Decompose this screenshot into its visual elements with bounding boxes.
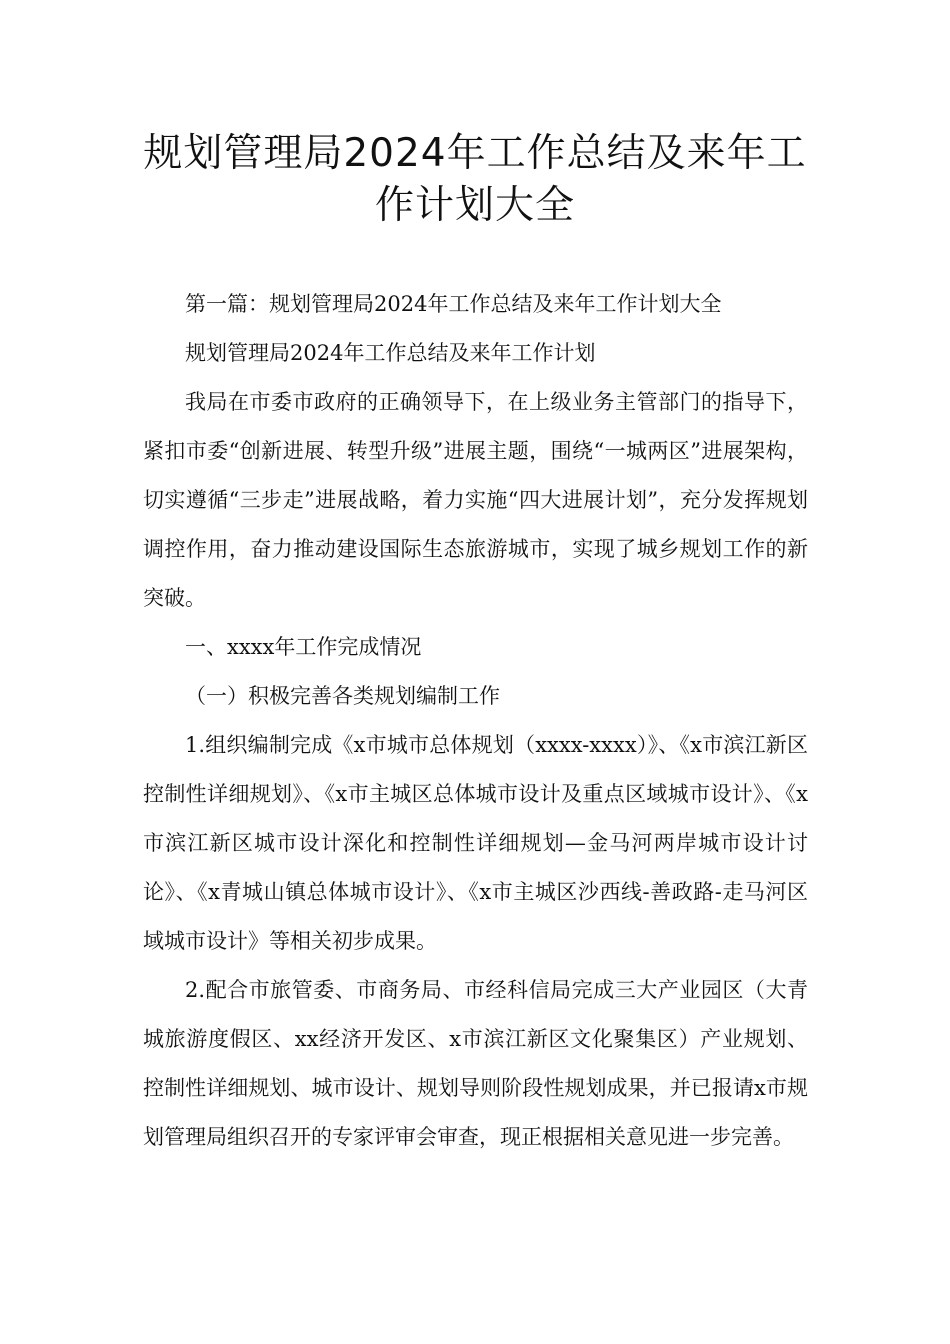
intro-paragraph: 我局在市委市政府的正确领导下，在上级业务主管部门的指导下，紧扣市委“创新进展、转型升级”进展主题，围绕“一城两区”进展架构，切实遵循“三步走”进展战略，着力实施“四大进展计划”，充分发挥规划调控作用，奋力推动建设国际生态旅游城市，实现了城乡规划工作的新突破。 [143,390,808,610]
part-heading: 第一篇：规划管理局2024年工作总结及来年工作计划大全 [185,292,722,316]
document-body [143,280,808,1162]
item-paragraph-2: 2.配合市旅管委、市商务局、市经科信局完成三大产业园区（大青城旅游度假区、xx经济开发区、x市滨江新区文化聚集区）产业规划、控制性详细规划、城市设计、规划导则阶段性规划成果，并已报请x市规划管理局组织召开的专家评审会审查，现正根据相关意见进一步完善。 [143,978,808,1149]
subsection-heading: （一）积极完善各类规划编制工作 [185,684,500,708]
section-heading: 一、xxxx年工作完成情况 [185,635,422,659]
subtitle: 规划管理局2024年工作总结及来年工作计划 [185,341,596,365]
title-line-2: 作计划大全 [374,183,575,228]
title-line-1: 规划管理局2024年工作总结及来年工 [143,131,807,176]
document-title [100,128,850,232]
item-paragraph-1: 1.组织编制完成《x市城市总体规划（xxxx-xxxx）》、《x市滨江新区控制性详细规划》、《x市主城区总体城市设计及重点区域城市设计》、《x市滨江新区城市设计深化和控制性详细规划—金马河两岸城市设计讨论》、《x青城山镇总体城市设计》、《x市主城区沙西线-善政路-走马河区域城市设计》等相关初步成果。 [143,733,808,953]
